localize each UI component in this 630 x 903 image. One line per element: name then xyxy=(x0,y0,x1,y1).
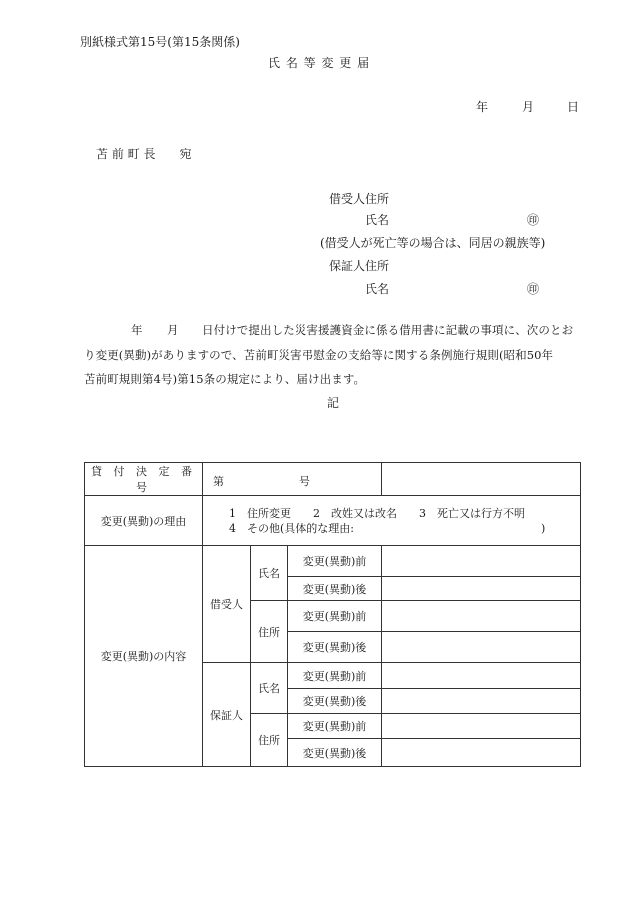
borrower-address-group: 住所 xyxy=(251,601,288,663)
borrower-address-before-label: 変更(異動)前 xyxy=(288,601,382,632)
borrower-address-after-label: 変更(異動)後 xyxy=(288,632,382,663)
reason-options[interactable] xyxy=(203,496,581,546)
loan-go: 号 xyxy=(299,475,310,488)
body-line-2: り変更(異動)がありますので、苫前町災害弔慰金の支給等に関する条例施行規則(昭和50年 xyxy=(84,348,554,362)
borrower-address-label: 借受人住所 xyxy=(329,192,390,206)
date-day: 日 xyxy=(567,100,580,114)
form-number: 別紙様式第15号(第15条関係) xyxy=(80,35,240,49)
content-label: 変更(異動)の内容 xyxy=(85,546,203,767)
reason-row xyxy=(85,496,581,546)
guarantor-address-before-field[interactable] xyxy=(382,714,581,739)
loan-decision-label: 貸 付 決 定 番 号 xyxy=(85,463,203,496)
guarantor-name-after-label: 変更(異動)後 xyxy=(288,689,382,714)
borrower-group-label: 借受人 xyxy=(203,546,251,663)
borrower-name-before-field[interactable] xyxy=(382,546,581,577)
loan-number-cell[interactable] xyxy=(203,463,382,496)
guarantor-address-group: 住所 xyxy=(251,714,288,767)
borrower-address-before-field[interactable] xyxy=(382,601,581,632)
guarantor-name-before-label: 変更(異動)前 xyxy=(288,663,382,689)
document-title: 氏 名 等 変 更 届 xyxy=(268,56,371,70)
loan-number-extra-cell[interactable] xyxy=(382,463,581,496)
guarantor-name-label: 氏名 xyxy=(365,282,390,296)
addressee: 苫 前 町 長 宛 xyxy=(96,147,192,161)
loan-number-row xyxy=(85,463,581,496)
guarantor-seal-icon: ㊞ xyxy=(527,282,540,296)
borrower-name-after-field[interactable] xyxy=(382,577,581,601)
body-line-3: 苫前町規則第4号)第15条の規定により、届け出ます。 xyxy=(84,372,366,386)
reason-options-line-2: 4 その他(具体的な理由: ) xyxy=(229,521,546,535)
loan-dai: 第 xyxy=(213,475,224,488)
guarantor-group-label: 保証人 xyxy=(203,663,251,767)
body-year: 年 xyxy=(131,323,143,337)
guarantor-name-group: 氏名 xyxy=(251,663,288,714)
guarantor-name-after-field[interactable] xyxy=(382,689,581,714)
reason-options-line-1: 1 住所変更 2 改姓又は改名 3 死亡又は行方不明 xyxy=(229,506,525,520)
reason-label: 変更(異動)の理由 xyxy=(85,496,203,546)
guarantor-address-after-field[interactable] xyxy=(382,739,581,767)
guarantor-address-before-label: 変更(異動)前 xyxy=(288,714,382,739)
change-form-table xyxy=(84,462,581,767)
body-line-1: 日付けで提出した災害援護資金に係る借用書に記載の事項に、次のとお xyxy=(202,323,574,337)
guarantor-name-before-field[interactable] xyxy=(382,663,581,689)
borrower-seal-icon: ㊞ xyxy=(527,213,540,227)
date-month: 月 xyxy=(522,100,535,114)
guarantor-address-after-label: 変更(異動)後 xyxy=(288,739,382,767)
borrower-name-group: 氏名 xyxy=(251,546,288,601)
borrower-name-label: 氏名 xyxy=(365,213,390,227)
ki-heading: 記 xyxy=(327,396,340,410)
borrower-address-after-field[interactable] xyxy=(382,632,581,663)
borrower-name-before-label: 変更(異動)前 xyxy=(288,546,382,577)
guarantor-address-label: 保証人住所 xyxy=(329,259,390,273)
borrower-name-after-label: 変更(異動)後 xyxy=(288,577,382,601)
body-month: 月 xyxy=(167,323,179,337)
date-year: 年 xyxy=(476,100,489,114)
applicant-note: (借受人が死亡等の場合は、同居の親族等) xyxy=(320,236,546,250)
